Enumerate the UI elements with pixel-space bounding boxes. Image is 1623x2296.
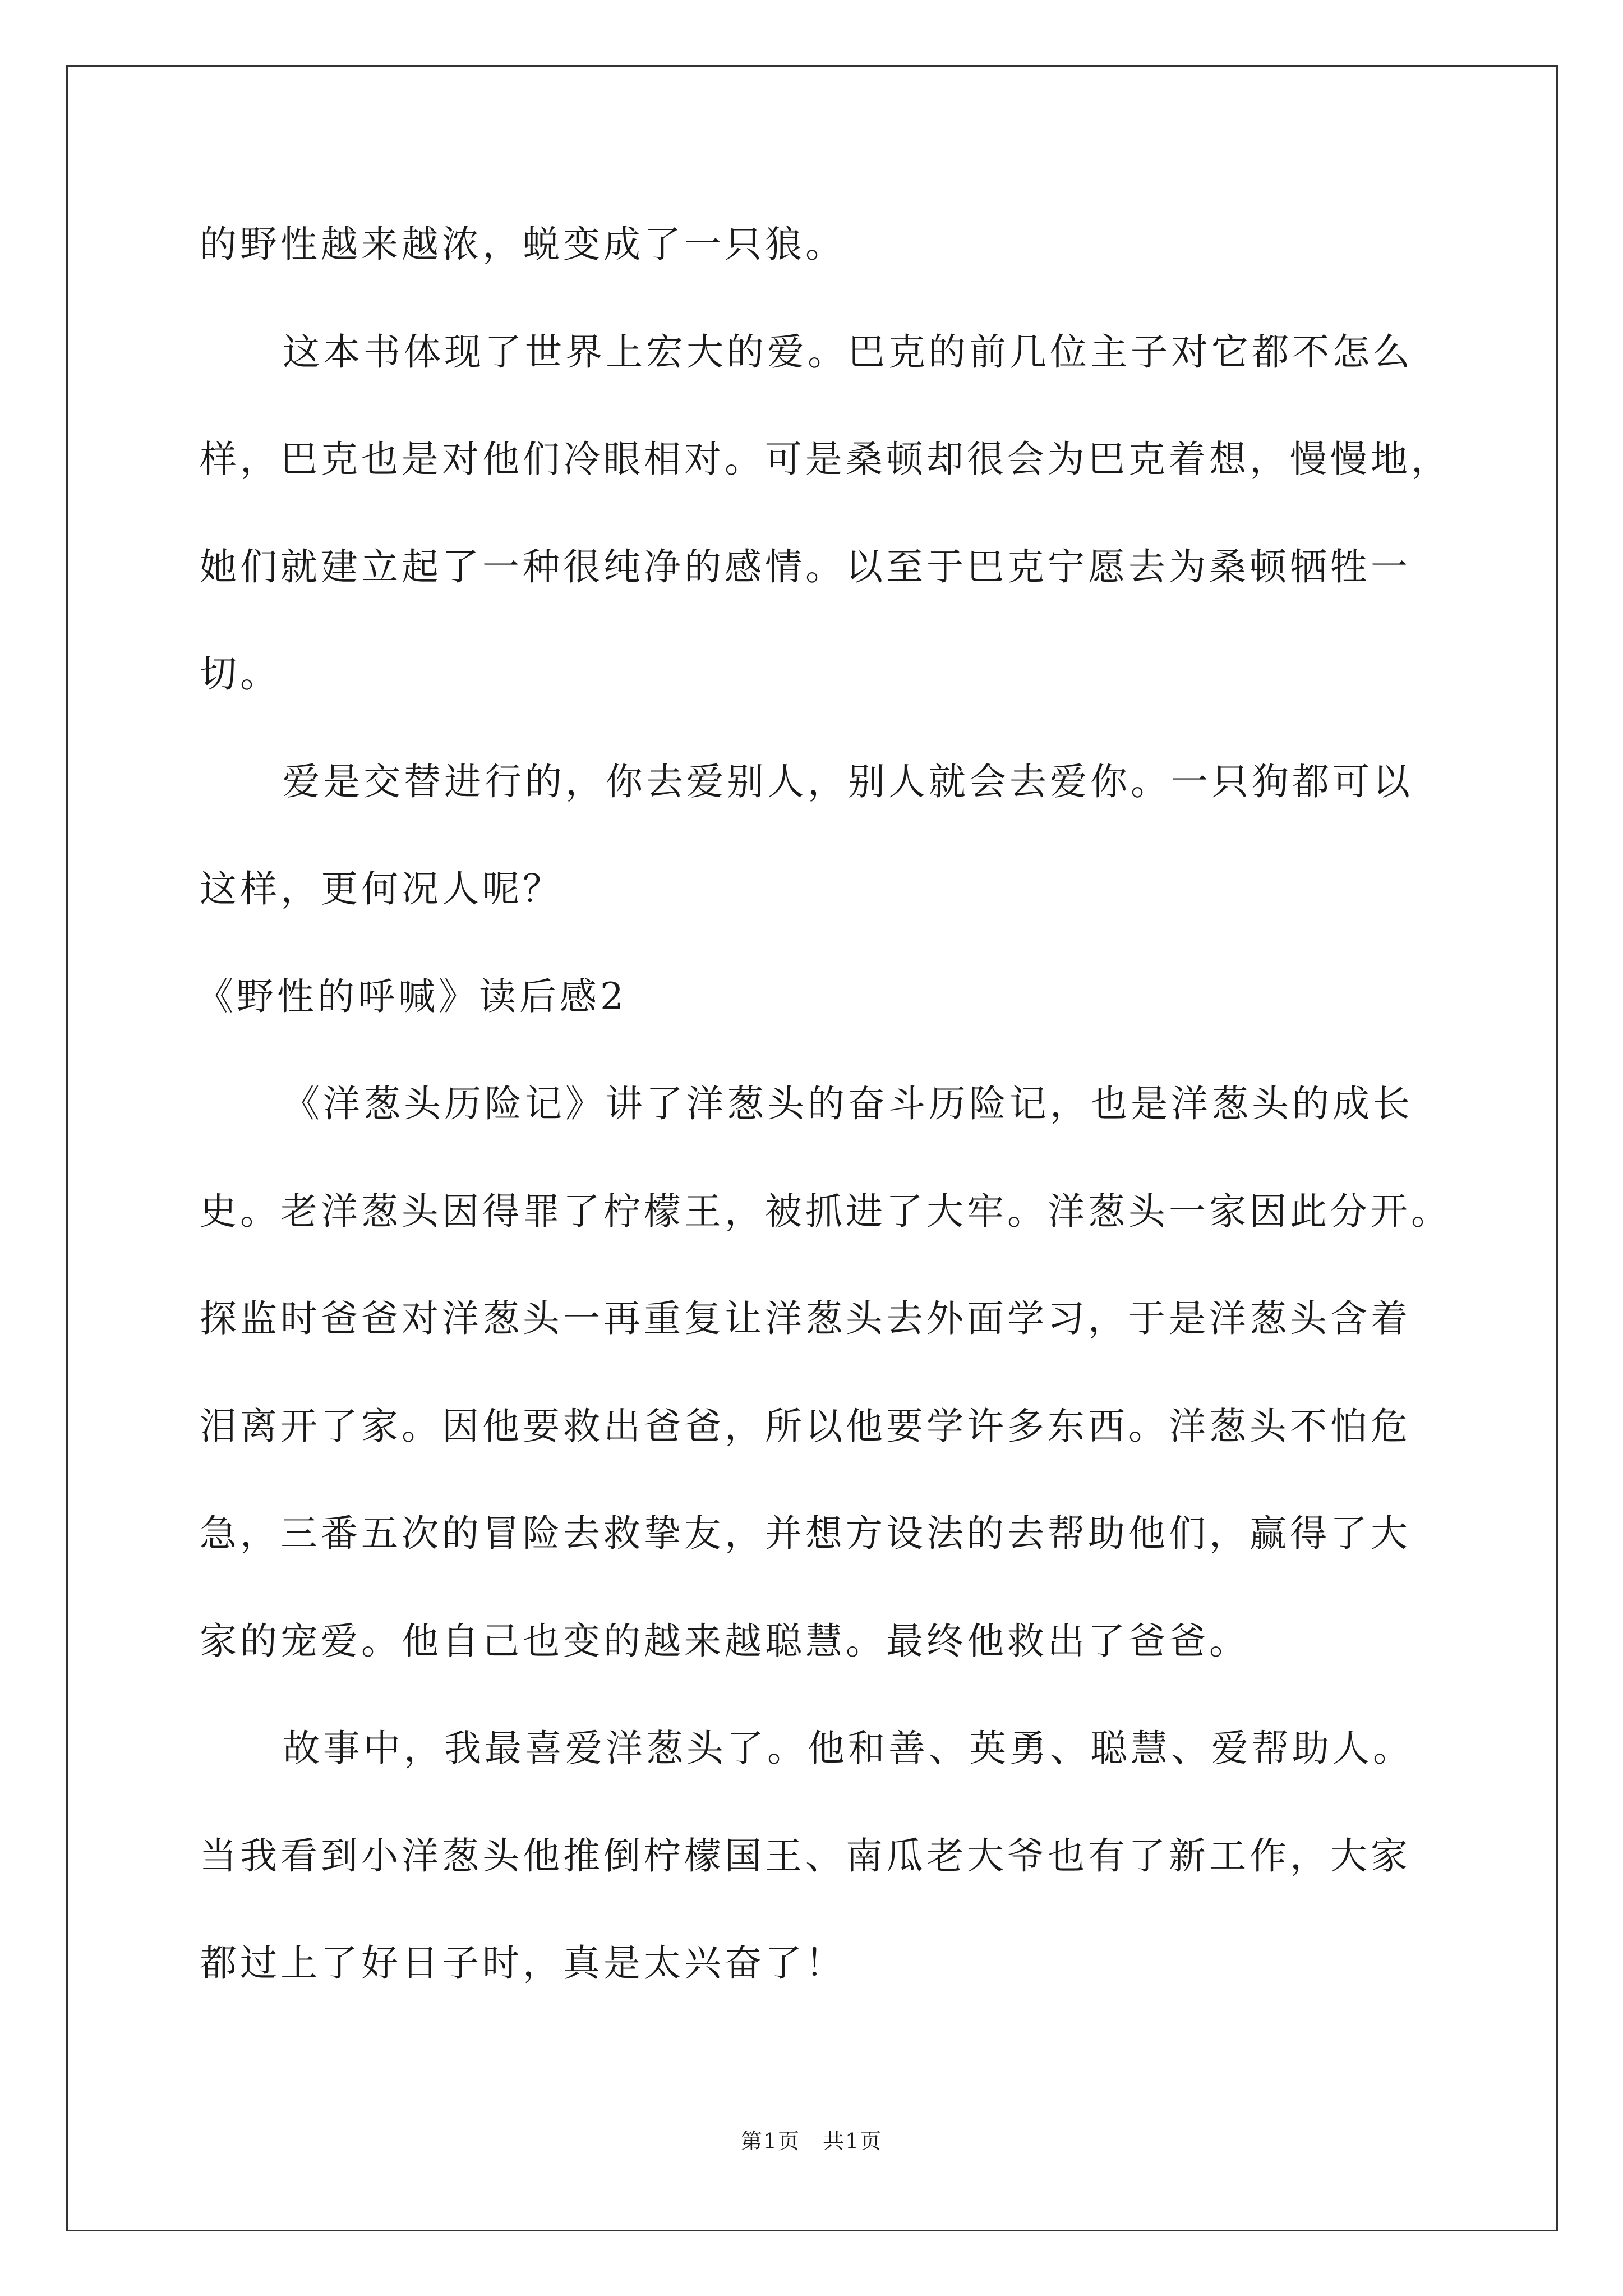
text-line: 她们就建立起了一种很纯净的感情。以至于巴克宁愿去为桑顿牺牲一 [200, 545, 1411, 588]
page-border [66, 65, 1558, 2231]
text-line: 史。老洋葱头因得罪了柠檬王，被抓进了大牢。洋葱头一家因此分开。 [200, 1190, 1451, 1233]
section-heading: 《野性的呼喊》读后感2 [196, 975, 627, 1018]
text-line: 泪离开了家。因他要救出爸爸，所以他要学许多东西。洋葱头不怕危 [200, 1405, 1411, 1448]
paragraph-start-line: 《洋葱头历险记》讲了洋葱头的奋斗历险记，也是洋葱头的成长 [283, 1082, 1413, 1125]
text-line: 样，巴克也是对他们冷眼相对。可是桑顿却很会为巴克着想，慢慢地， [200, 438, 1451, 481]
paragraph-start-line: 故事中，我最喜爱洋葱头了。他和善、英勇、聪慧、爱帮助人。 [283, 1727, 1413, 1770]
text-line: 急，三番五次的冒险去救挚友，并想方设法的去帮助他们，赢得了大 [200, 1512, 1411, 1555]
text-line: 切。 [200, 652, 280, 696]
text-line: 这样，更何况人呢？ [200, 867, 563, 910]
paragraph-start-line: 这本书体现了世界上宏大的爱。巴克的前几位主子对它都不怎么 [283, 330, 1413, 374]
text-line: 家的宠爱。他自己也变的越来越聪慧。最终他救出了爸爸。 [200, 1619, 1249, 1663]
page-number-footer: 第1页 共1页 [740, 2129, 883, 2154]
text-line: 的野性越来越浓，蜕变成了一只狼。 [200, 223, 846, 266]
text-line: 都过上了好日子时，真是太兴奋了！ [200, 1941, 846, 1985]
text-line: 探监时爸爸对洋葱头一再重复让洋葱头去外面学习，于是洋葱头含着 [200, 1297, 1411, 1340]
paragraph-start-line: 爱是交替进行的，你去爱别人，别人就会去爱你。一只狗都可以 [283, 760, 1413, 803]
text-line: 当我看到小洋葱头他推倒柠檬国王、南瓜老大爷也有了新工作，大家 [200, 1834, 1411, 1878]
